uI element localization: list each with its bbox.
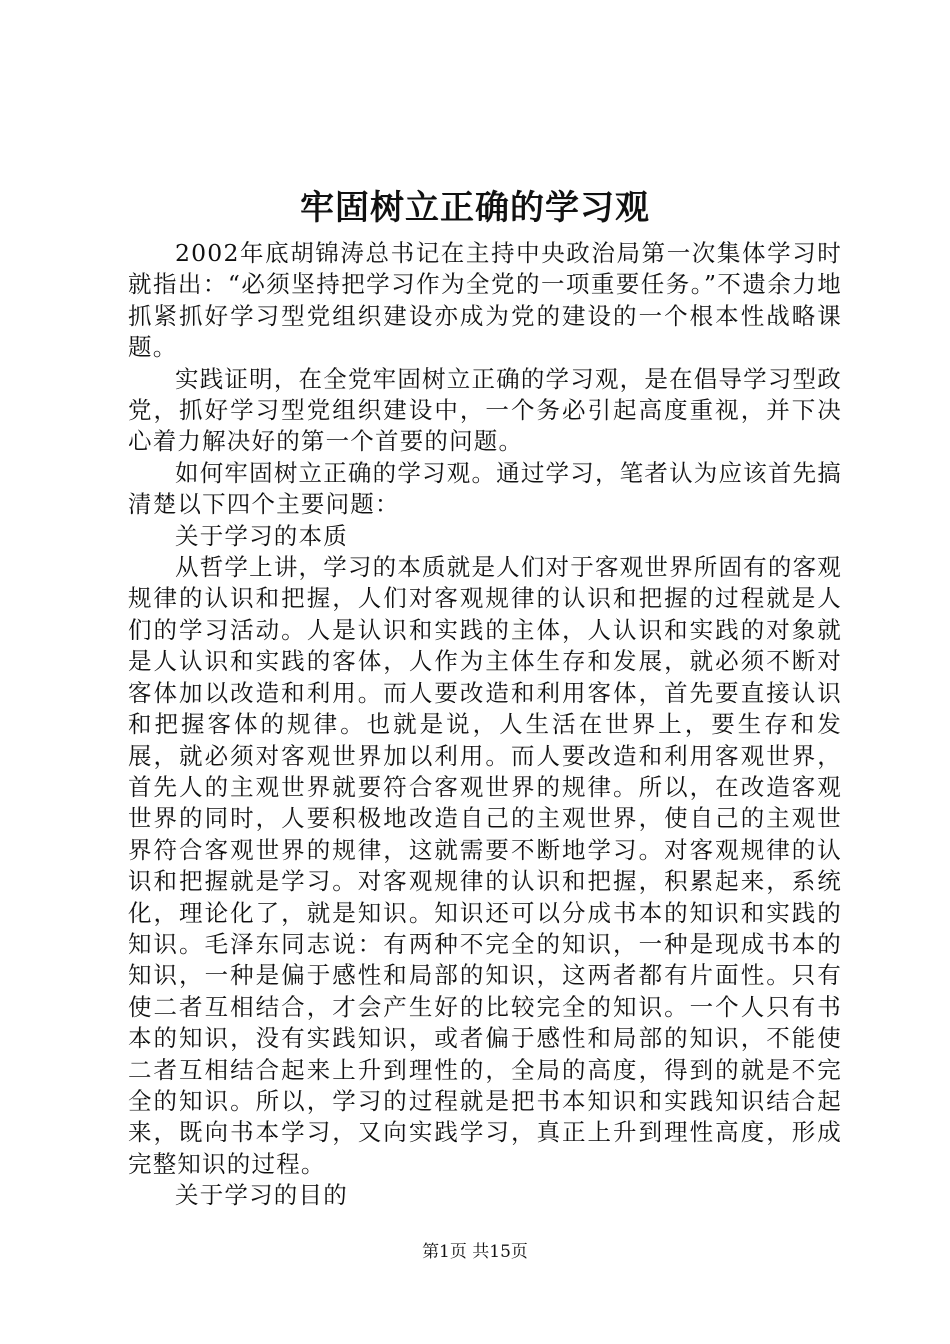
page-number-footer: 第1页 共15页 <box>422 1242 528 1262</box>
section-heading-purpose: 关于学习的目的 <box>175 1181 348 1210</box>
document-title: 牢固树立正确的学习观 <box>300 188 650 228</box>
document-body <box>128 238 842 1212</box>
paragraph-how: 如何牢固树立正确的学习观。通过学习，笔者认为应该首先搞清楚以下四个主要问题： <box>128 458 842 519</box>
paragraph-intro: 2002年底胡锦涛总书记在主持中央政治局第一次集体学习时就指出：“必须坚持把学习作为全党的一项重要任务。”不遗余力地抓紧抓好学习型党组织建设亦成为党的建设的一个根本性战略课题。 <box>128 239 842 362</box>
paragraph-essence: 从哲学上讲，学习的本质就是人们对于客观世界所固有的客观规律的认识和把握，人们对客观规律的认识和把握的过程就是人们的学习活动。人是认识和实践的主体，人认识和实践的对象就是人认识和实践的客体，人作为主体生存和发展，就必须不断对客体加以改造和利用。而人要改造和利用客体，首先要直接认识和把握客体的规律。也就是说，人生活在世界上，要生存和发展，就必须对客观世界加以利用。而人要改造和利用客观世界，首先人的主观世界就要符合客观世界的规律。所以，在改造客观世界的同时，人要积极地改造自己的主观世界，使自己的主观世界符合客观世界的规律，这就需要不断地学习。对客观规律的认识和把握就是学习。对客观规律的认识和把握，积累起来，系统化，理论化了，就是知识。知识还可以分成书本的知识和实践的知识。毛泽东同志说：有两种不完全的知识，一种是现成书本的知识，一种是偏于感性和局部的知识，这两者都有片面性。只有使二者互相结合，才会产生好的比较完全的知识。一个人只有书本的知识，没有实践知识，或者偏于感性和局部的知识，不能使二者互相结合起来上升到理性的，全局的高度，得到的就是不完全的知识。所以，学习的过程就是把书本知识和实践知识结合起来，既向书本学习，又向实践学习，真正上升到理性高度，形成完整知识的过程。 <box>128 553 842 1178</box>
paragraph-practice: 实践证明，在全党牢固树立正确的学习观，是在倡导学习型政党，抓好学习型党组织建设中，一个务必引起高度重视，并下决心着力解决好的第一个首要的问题。 <box>128 364 842 456</box>
section-heading-essence: 关于学习的本质 <box>175 521 348 550</box>
